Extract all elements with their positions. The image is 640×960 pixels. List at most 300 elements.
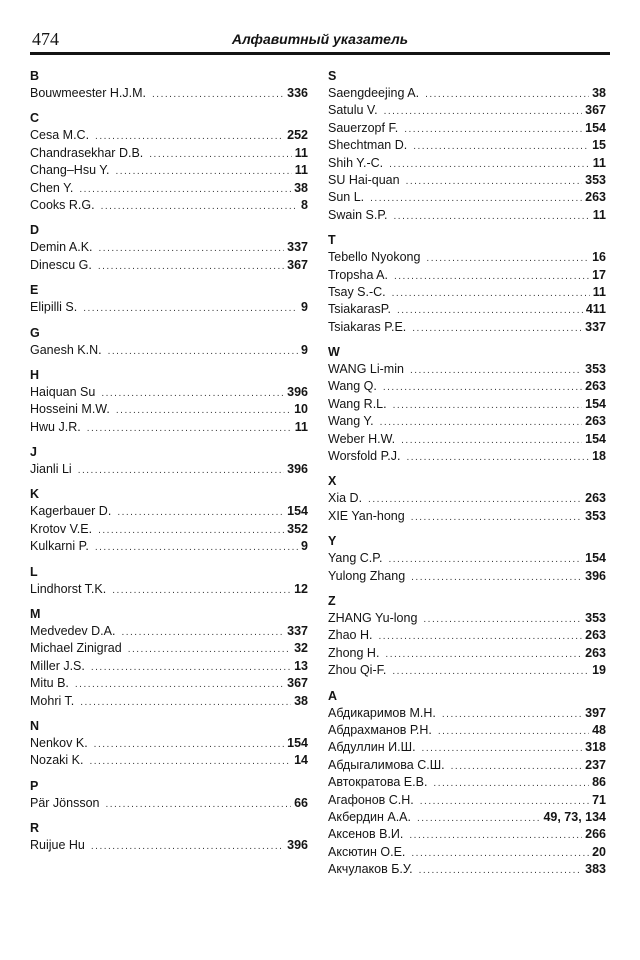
index-section xyxy=(30,606,308,710)
index-entry xyxy=(328,705,606,722)
dot-leader xyxy=(83,300,298,317)
index-section xyxy=(30,820,308,854)
page-references: 38 xyxy=(294,693,308,708)
author-name: Yang C.P. xyxy=(328,551,383,566)
page-references: 66 xyxy=(294,795,308,810)
dot-leader xyxy=(101,385,284,402)
dot-leader xyxy=(370,190,582,207)
index-section xyxy=(328,688,606,879)
dot-leader xyxy=(420,793,589,810)
author-name: Mohri T. xyxy=(30,693,75,708)
author-name: Jianli Li xyxy=(30,462,72,477)
author-name: Worsfold P.J. xyxy=(328,449,401,464)
index-entry xyxy=(328,249,606,266)
index-entry xyxy=(328,722,606,739)
page-references: 19 xyxy=(592,663,606,678)
index-entry xyxy=(328,508,606,525)
dot-leader xyxy=(112,582,291,599)
author-name: Nozaki K. xyxy=(30,753,84,768)
page-references: 11 xyxy=(592,207,606,222)
dot-leader xyxy=(401,432,582,449)
dot-leader xyxy=(417,810,540,827)
dot-leader xyxy=(404,121,582,138)
page-references: 337 xyxy=(287,240,308,255)
section-letter: W xyxy=(328,345,340,360)
index-entry xyxy=(328,490,606,507)
page-references: 318 xyxy=(585,740,606,755)
index-entry xyxy=(328,267,606,284)
page-references: 10 xyxy=(294,402,308,417)
page-number: 474 xyxy=(32,29,59,49)
dot-leader xyxy=(394,208,590,225)
author-name: Kulkarni P. xyxy=(30,539,89,554)
author-name: Sun L. xyxy=(328,190,365,205)
page-references: 18 xyxy=(592,449,606,464)
author-name: Michael Zinigrad xyxy=(30,641,122,656)
page-references: 8 xyxy=(301,197,308,212)
dot-leader xyxy=(411,845,589,862)
page-references: 353 xyxy=(585,362,606,377)
page-references: 396 xyxy=(287,384,308,399)
index-entry xyxy=(328,155,606,172)
page-references: 353 xyxy=(585,610,606,625)
page-references: 353 xyxy=(585,508,606,523)
author-name: Аксютин О.Е. xyxy=(328,844,406,859)
dot-leader xyxy=(413,138,589,155)
dot-leader xyxy=(410,362,582,379)
dot-leader xyxy=(423,611,582,628)
index-entry xyxy=(328,448,606,465)
index-entry xyxy=(30,581,308,598)
page-references: 396 xyxy=(287,462,308,477)
section-letter: Z xyxy=(328,593,336,608)
page-references: 13 xyxy=(294,658,308,673)
page-references: 11 xyxy=(294,163,308,178)
index-entry xyxy=(30,675,308,692)
index-entry xyxy=(328,774,606,791)
dot-leader xyxy=(406,173,583,190)
index-entry xyxy=(30,658,308,675)
index-entry xyxy=(328,172,606,189)
author-name: Bouwmeester H.J.M. xyxy=(30,86,147,100)
author-name: Mitu B. xyxy=(30,676,69,691)
page-references: 237 xyxy=(585,757,606,772)
page-references: 49, 73, 134 xyxy=(543,809,606,824)
index-entry xyxy=(30,401,308,418)
dot-leader xyxy=(383,379,582,396)
dot-leader xyxy=(79,181,291,198)
page-references: 12 xyxy=(294,581,308,596)
index-entry xyxy=(328,610,606,627)
dot-leader xyxy=(80,694,291,711)
index-section xyxy=(30,222,308,274)
section-letter: D xyxy=(30,223,40,238)
author-name: Dinescu G. xyxy=(30,257,92,272)
dot-leader xyxy=(368,491,582,508)
index-entry xyxy=(30,735,308,752)
page-references: 20 xyxy=(592,844,606,859)
index-entry xyxy=(328,431,606,448)
page-references: 11 xyxy=(592,155,606,170)
index-entry xyxy=(30,795,308,812)
page-references: 337 xyxy=(585,319,606,334)
dot-leader xyxy=(425,86,589,103)
index-entry xyxy=(328,301,606,318)
index-section xyxy=(30,444,308,478)
index-entry xyxy=(30,521,308,538)
index-entry xyxy=(328,85,606,102)
author-name: Chandrasekhar D.B. xyxy=(30,145,144,160)
dot-leader xyxy=(121,624,284,641)
dot-leader xyxy=(384,103,583,120)
index-entry xyxy=(328,645,606,662)
author-name: Sauerzopf F. xyxy=(328,120,399,135)
author-name: Wang R.L. xyxy=(328,396,387,411)
index-entry xyxy=(30,239,308,256)
index-entry xyxy=(30,419,308,436)
author-name: Акчулаков Б.У. xyxy=(328,862,413,877)
dot-leader xyxy=(411,509,582,526)
dot-leader xyxy=(407,449,590,466)
author-name: Demin A.K. xyxy=(30,240,93,255)
author-name: Miller J.S. xyxy=(30,658,85,673)
section-letter: R xyxy=(30,821,40,836)
author-name: Абдикаримов М.Н. xyxy=(328,705,436,720)
page-references: 154 xyxy=(585,120,606,135)
author-name: Zhong H. xyxy=(328,645,380,660)
dot-leader xyxy=(75,676,284,693)
index-column-left xyxy=(30,68,308,863)
page-references: 266 xyxy=(585,827,606,842)
index-entry xyxy=(30,837,308,854)
index-section xyxy=(328,593,606,680)
index-entry xyxy=(328,102,606,119)
index-entry xyxy=(328,396,606,413)
dot-leader xyxy=(108,343,298,360)
page-references: 252 xyxy=(287,128,308,143)
index-column-right xyxy=(328,68,606,886)
header-rule xyxy=(30,52,610,55)
dot-leader xyxy=(411,569,582,586)
author-name: Weber H.W. xyxy=(328,431,396,446)
section-letter: А xyxy=(328,688,338,703)
index-section xyxy=(30,718,308,770)
dot-leader xyxy=(419,862,582,879)
index-entry xyxy=(328,189,606,206)
page-references: 71 xyxy=(592,792,606,807)
author-name: Shechtman D. xyxy=(328,138,408,153)
author-name: Zhou Qi-F. xyxy=(328,663,387,678)
dot-leader xyxy=(95,128,284,145)
page-references: 86 xyxy=(592,775,606,790)
section-letter: T xyxy=(328,233,336,248)
page-references: 396 xyxy=(287,838,308,853)
page-references: 15 xyxy=(592,138,606,153)
dot-leader xyxy=(99,240,285,257)
author-name: Абдрахманов Р.Н. xyxy=(328,722,432,737)
dot-leader xyxy=(91,659,291,676)
author-name: Tebello Nyokong xyxy=(328,250,421,265)
page-references: 367 xyxy=(585,103,606,118)
author-name: WANG Li-min xyxy=(328,362,404,377)
author-name: Hwu J.R. xyxy=(30,419,81,434)
index-entry xyxy=(30,180,308,197)
index-section xyxy=(328,533,606,585)
author-name: Yulong Zhang xyxy=(328,568,406,583)
page-references: 263 xyxy=(585,645,606,660)
index-entry xyxy=(328,739,606,756)
section-letter: N xyxy=(30,718,40,733)
author-name: Xia D. xyxy=(328,491,363,506)
dot-leader xyxy=(152,86,284,103)
index-entry xyxy=(30,127,308,144)
author-name: Chang–Hsu Y. xyxy=(30,163,110,178)
dot-leader xyxy=(91,838,284,855)
index-section xyxy=(30,367,308,436)
section-letter: L xyxy=(30,564,38,579)
index-entry xyxy=(30,257,308,274)
dot-leader xyxy=(389,156,590,173)
author-name: Абдыгалимова С.Ш. xyxy=(328,757,445,772)
dot-leader xyxy=(392,285,590,302)
page-references: 352 xyxy=(287,521,308,536)
section-letter: M xyxy=(30,607,41,622)
author-name: TsiakarasP. xyxy=(328,302,391,317)
dot-leader xyxy=(397,302,583,319)
index-entry xyxy=(30,384,308,401)
index-section xyxy=(30,68,308,102)
index-entry xyxy=(328,207,606,224)
index-entry xyxy=(30,538,308,555)
page-references: 154 xyxy=(585,551,606,566)
page-references: 411 xyxy=(585,302,606,317)
author-name: Cooks R.G. xyxy=(30,197,95,212)
index-entry xyxy=(328,378,606,395)
page-references: 263 xyxy=(585,379,606,394)
author-name: Wang Q. xyxy=(328,379,377,394)
section-letter: G xyxy=(30,325,40,340)
author-name: Lindhorst T.K. xyxy=(30,581,107,596)
author-name: SU Hai-quan xyxy=(328,172,400,187)
page-references: 336 xyxy=(287,86,308,100)
index-section xyxy=(328,473,606,525)
index-entry xyxy=(30,503,308,520)
author-name: Tsiakaras P.E. xyxy=(328,319,407,334)
page-references: 14 xyxy=(294,753,308,768)
index-entry xyxy=(328,627,606,644)
page-references: 154 xyxy=(287,735,308,750)
author-name: Medvedev D.A. xyxy=(30,624,116,639)
page-header xyxy=(30,28,610,50)
index-section xyxy=(328,344,606,465)
author-name: Shih Y.-C. xyxy=(328,155,384,170)
section-letter: S xyxy=(328,69,337,83)
page-references: 263 xyxy=(585,414,606,429)
author-name: Hosseini M.W. xyxy=(30,402,110,417)
dot-leader xyxy=(433,775,589,792)
page-references: 397 xyxy=(585,705,606,720)
author-name: XIE Yan-hong xyxy=(328,508,405,523)
index-entry xyxy=(328,844,606,861)
dot-leader xyxy=(78,462,284,479)
dot-leader xyxy=(380,414,583,431)
author-name: Ruijue Hu xyxy=(30,838,85,853)
page-references: 9 xyxy=(301,300,308,315)
author-name: Tropsha A. xyxy=(328,267,388,282)
dot-leader xyxy=(442,706,582,723)
dot-leader xyxy=(388,551,582,568)
dot-leader xyxy=(98,258,284,275)
author-name: Zhao H. xyxy=(328,628,373,643)
index-entry xyxy=(30,752,308,769)
page-references: 396 xyxy=(585,568,606,583)
dot-leader xyxy=(101,198,298,215)
page-references: 11 xyxy=(592,284,606,299)
page-references: 32 xyxy=(294,641,308,656)
page-references: 16 xyxy=(592,250,606,265)
page-references: 48 xyxy=(592,722,606,737)
index-entry xyxy=(328,809,606,826)
dot-leader xyxy=(128,641,291,658)
author-name: Saengdeejing A. xyxy=(328,86,420,100)
section-letter: C xyxy=(30,111,40,126)
section-letter: X xyxy=(328,474,337,489)
page-references: 38 xyxy=(592,86,606,100)
page-references: 367 xyxy=(287,257,308,272)
index-entry xyxy=(328,361,606,378)
index-section xyxy=(30,325,308,359)
author-name: Аксенов В.И. xyxy=(328,827,404,842)
section-letter: Y xyxy=(328,534,337,549)
author-name: Акбердин А.А. xyxy=(328,809,411,824)
dot-leader xyxy=(115,163,291,180)
section-letter: J xyxy=(30,445,37,460)
author-name: Cesa M.C. xyxy=(30,128,90,143)
index-entry xyxy=(30,693,308,710)
index-entry xyxy=(328,861,606,878)
running-title: Алфавитный указатель xyxy=(231,31,409,47)
section-letter: E xyxy=(30,283,39,298)
index-entry xyxy=(30,162,308,179)
page-references: 38 xyxy=(294,180,308,195)
section-letter: K xyxy=(30,487,40,502)
author-name: Nenkov K. xyxy=(30,735,88,750)
dot-leader xyxy=(116,402,291,419)
dot-leader xyxy=(392,663,589,680)
index-entry xyxy=(328,120,606,137)
index-entry xyxy=(328,550,606,567)
index-entry xyxy=(328,319,606,336)
index-entry xyxy=(30,640,308,657)
dot-leader xyxy=(412,320,582,337)
page-references: 154 xyxy=(287,504,308,519)
dot-leader xyxy=(422,740,583,757)
page-references: 154 xyxy=(585,396,606,411)
dot-leader xyxy=(426,250,589,267)
index-entry xyxy=(30,85,308,102)
index-section xyxy=(30,110,308,214)
author-name: Haiquan Su xyxy=(30,384,96,399)
author-name: ZHANG Yu-long xyxy=(328,610,418,625)
author-name: Swain S.P. xyxy=(328,207,388,222)
page-references: 353 xyxy=(585,172,606,187)
author-name: Wang Y. xyxy=(328,414,374,429)
index-section xyxy=(30,564,308,598)
index-entry xyxy=(30,145,308,162)
page-references: 263 xyxy=(585,190,606,205)
dot-leader xyxy=(393,397,583,414)
page-references: 11 xyxy=(294,419,308,434)
index-section xyxy=(30,486,308,555)
author-name: Krotov V.E. xyxy=(30,521,93,536)
page-references: 263 xyxy=(585,491,606,506)
page-references: 337 xyxy=(287,624,308,639)
dot-leader xyxy=(98,522,284,539)
index-entry xyxy=(30,342,308,359)
dot-leader xyxy=(394,268,589,285)
author-name: Автократова Е.В. xyxy=(328,775,428,790)
dot-leader xyxy=(409,827,582,844)
index-section xyxy=(30,778,308,812)
author-name: Tsay S.-C. xyxy=(328,284,386,299)
dot-leader xyxy=(105,796,291,813)
author-name: Pär Jönsson xyxy=(30,795,100,810)
index-entry xyxy=(328,137,606,154)
dot-leader xyxy=(90,753,292,770)
index-entry xyxy=(30,461,308,478)
index-entry xyxy=(30,623,308,640)
page-references: 263 xyxy=(585,628,606,643)
index-section xyxy=(328,232,606,336)
page-references: 383 xyxy=(585,862,606,877)
section-letter: H xyxy=(30,367,40,382)
index-entry xyxy=(328,792,606,809)
page-references: 9 xyxy=(301,342,308,357)
index-entry xyxy=(328,662,606,679)
author-name: Ganesh K.N. xyxy=(30,342,102,357)
author-name: Абдуллин И.Ш. xyxy=(328,740,416,755)
author-name: Агафонов С.Н. xyxy=(328,792,414,807)
index-entry xyxy=(328,757,606,774)
index-entry xyxy=(30,197,308,214)
page-references: 9 xyxy=(301,539,308,554)
index-entry xyxy=(328,413,606,430)
dot-leader xyxy=(117,504,284,521)
page-references: 154 xyxy=(585,431,606,446)
dot-leader xyxy=(87,420,292,437)
dot-leader xyxy=(385,646,582,663)
index-entry xyxy=(328,826,606,843)
section-letter: B xyxy=(30,69,40,83)
page-references: 17 xyxy=(592,267,606,282)
page-references: 11 xyxy=(294,145,308,160)
section-letter: P xyxy=(30,778,39,793)
author-name: Satulu V. xyxy=(328,103,378,118)
page-references: 367 xyxy=(287,676,308,691)
index-section xyxy=(328,68,606,224)
author-name: Elipilli S. xyxy=(30,300,78,315)
author-name: Kagerbauer D. xyxy=(30,504,112,519)
index-entry xyxy=(328,568,606,585)
dot-leader xyxy=(95,539,298,556)
dot-leader xyxy=(451,758,583,775)
index-section xyxy=(30,282,308,316)
author-name: Chen Y. xyxy=(30,180,74,195)
dot-leader xyxy=(378,628,582,645)
dot-leader xyxy=(94,736,284,753)
index-entry xyxy=(328,284,606,301)
index-entry xyxy=(30,299,308,316)
